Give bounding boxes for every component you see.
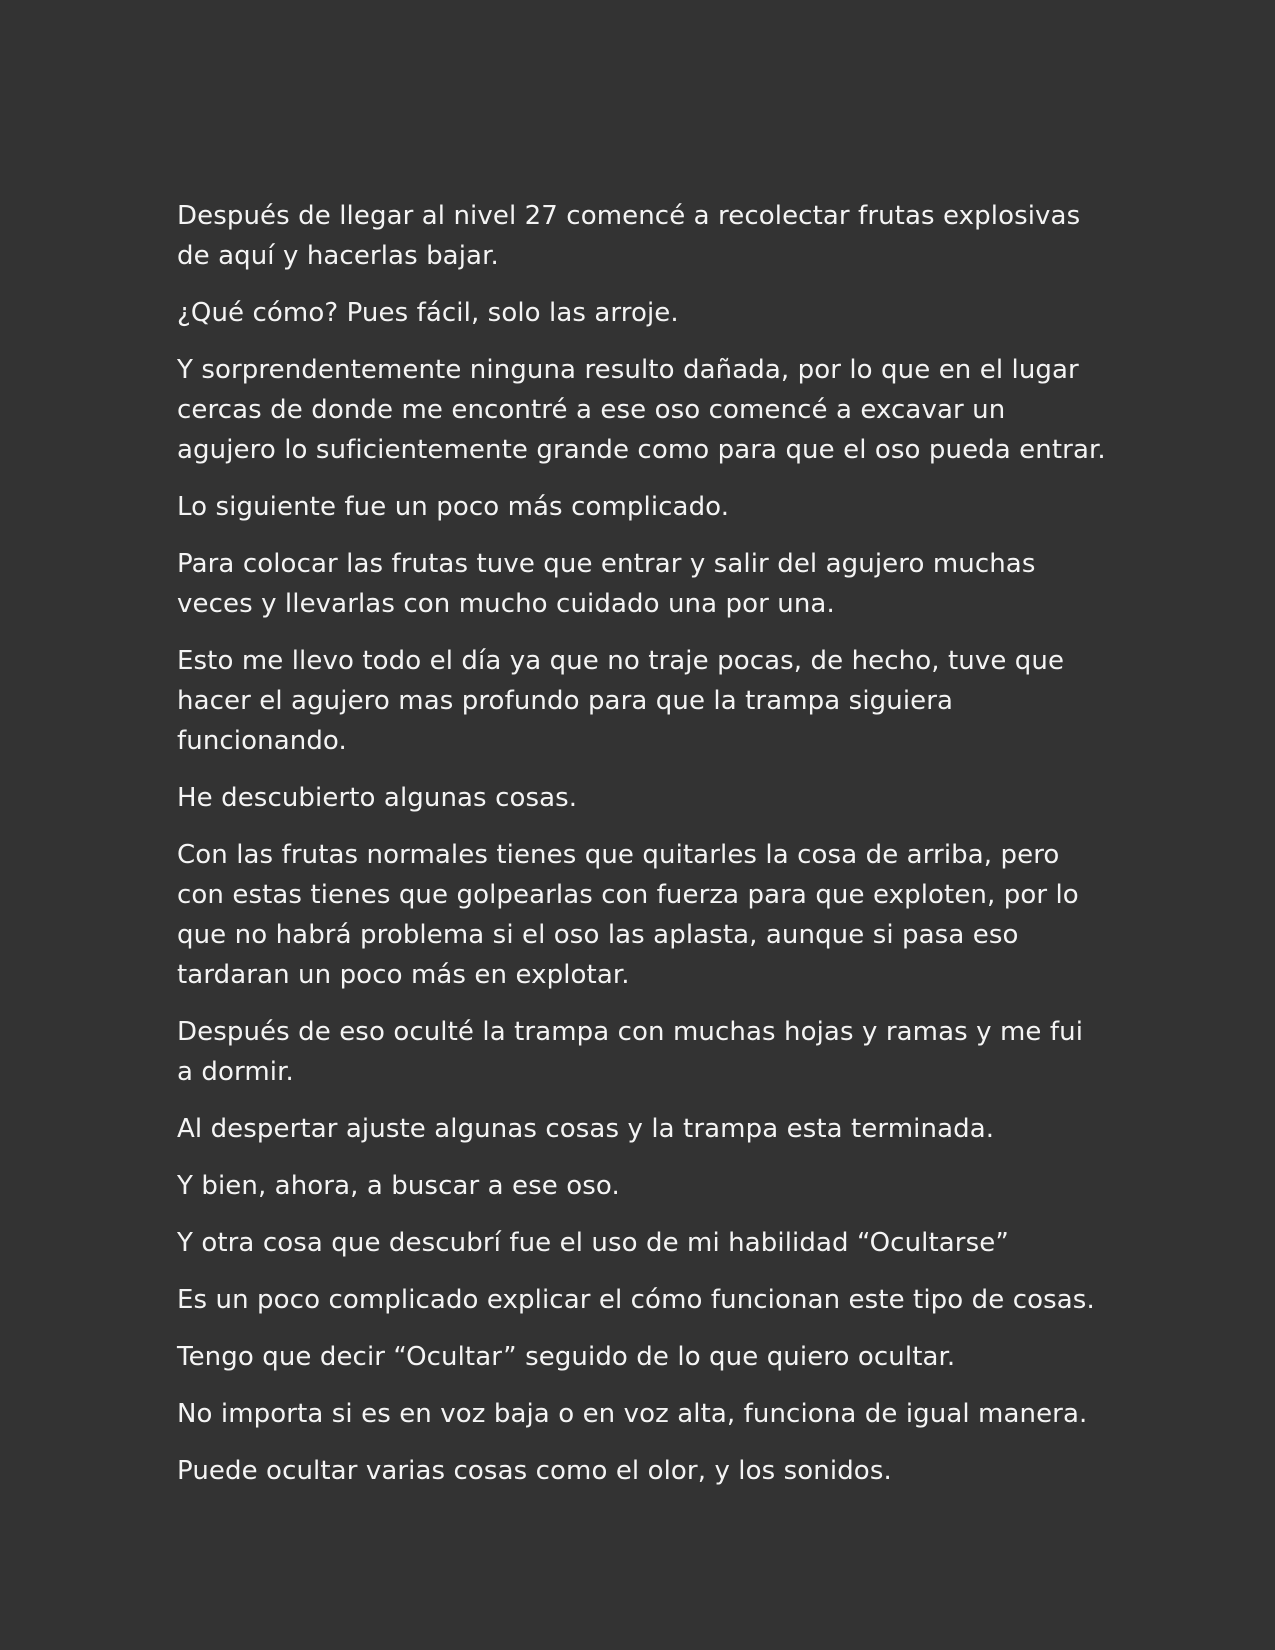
paragraph: Y otra cosa que descubrí fue el uso de mi habilidad “Ocultarse” bbox=[177, 1228, 1009, 1258]
paragraph: Con las frutas normales tienes que quitarles la cosa de arriba, pero con estas tienes que golpearlas con fuerza para que exploten, por lo que no habrá problema si el oso las aplasta, aunque si pasa eso tardaran un poco más en explotar. bbox=[177, 840, 1079, 990]
paragraph: Para colocar las frutas tuve que entrar y salir del agujero muchas veces y llevarlas con mucho cuidado una por una. bbox=[177, 549, 1036, 619]
paragraph: Y sorprendentemente ninguna resulto dañada, por lo que en el lugar cercas de donde me encontré a ese oso comencé a excavar un agujero lo suficientemente grande como para que el oso pueda entrar. bbox=[177, 355, 1106, 465]
paragraph: Al despertar ajuste algunas cosas y la trampa esta terminada. bbox=[177, 1114, 995, 1144]
paragraph: Después de llegar al nivel 27 comencé a recolectar frutas explosivas de aquí y hacerlas bajar. bbox=[177, 201, 1081, 271]
paragraph: Tengo que decir “Ocultar” seguido de lo que quiero ocultar. bbox=[177, 1342, 956, 1372]
paragraph: Después de eso oculté la trampa con muchas hojas y ramas y me fui a dormir. bbox=[177, 1017, 1084, 1087]
paragraph: Y bien, ahora, a buscar a ese oso. bbox=[177, 1171, 620, 1201]
paragraph: No importa si es en voz baja o en voz alta, funciona de igual manera. bbox=[177, 1399, 1088, 1429]
document-body bbox=[177, 196, 1107, 1508]
paragraph: ¿Qué cómo? Pues fácil, solo las arroje. bbox=[177, 298, 679, 328]
paragraph: Puede ocultar varias cosas como el olor, y los sonidos. bbox=[177, 1456, 892, 1486]
paragraph: Es un poco complicado explicar el cómo funcionan este tipo de cosas. bbox=[177, 1285, 1095, 1315]
paragraph: He descubierto algunas cosas. bbox=[177, 783, 578, 813]
paragraph: Lo siguiente fue un poco más complicado. bbox=[177, 492, 730, 522]
paragraph: Esto me llevo todo el día ya que no traje pocas, de hecho, tuve que hacer el agujero mas profundo para que la trampa siguiera funcionando. bbox=[177, 646, 1065, 756]
